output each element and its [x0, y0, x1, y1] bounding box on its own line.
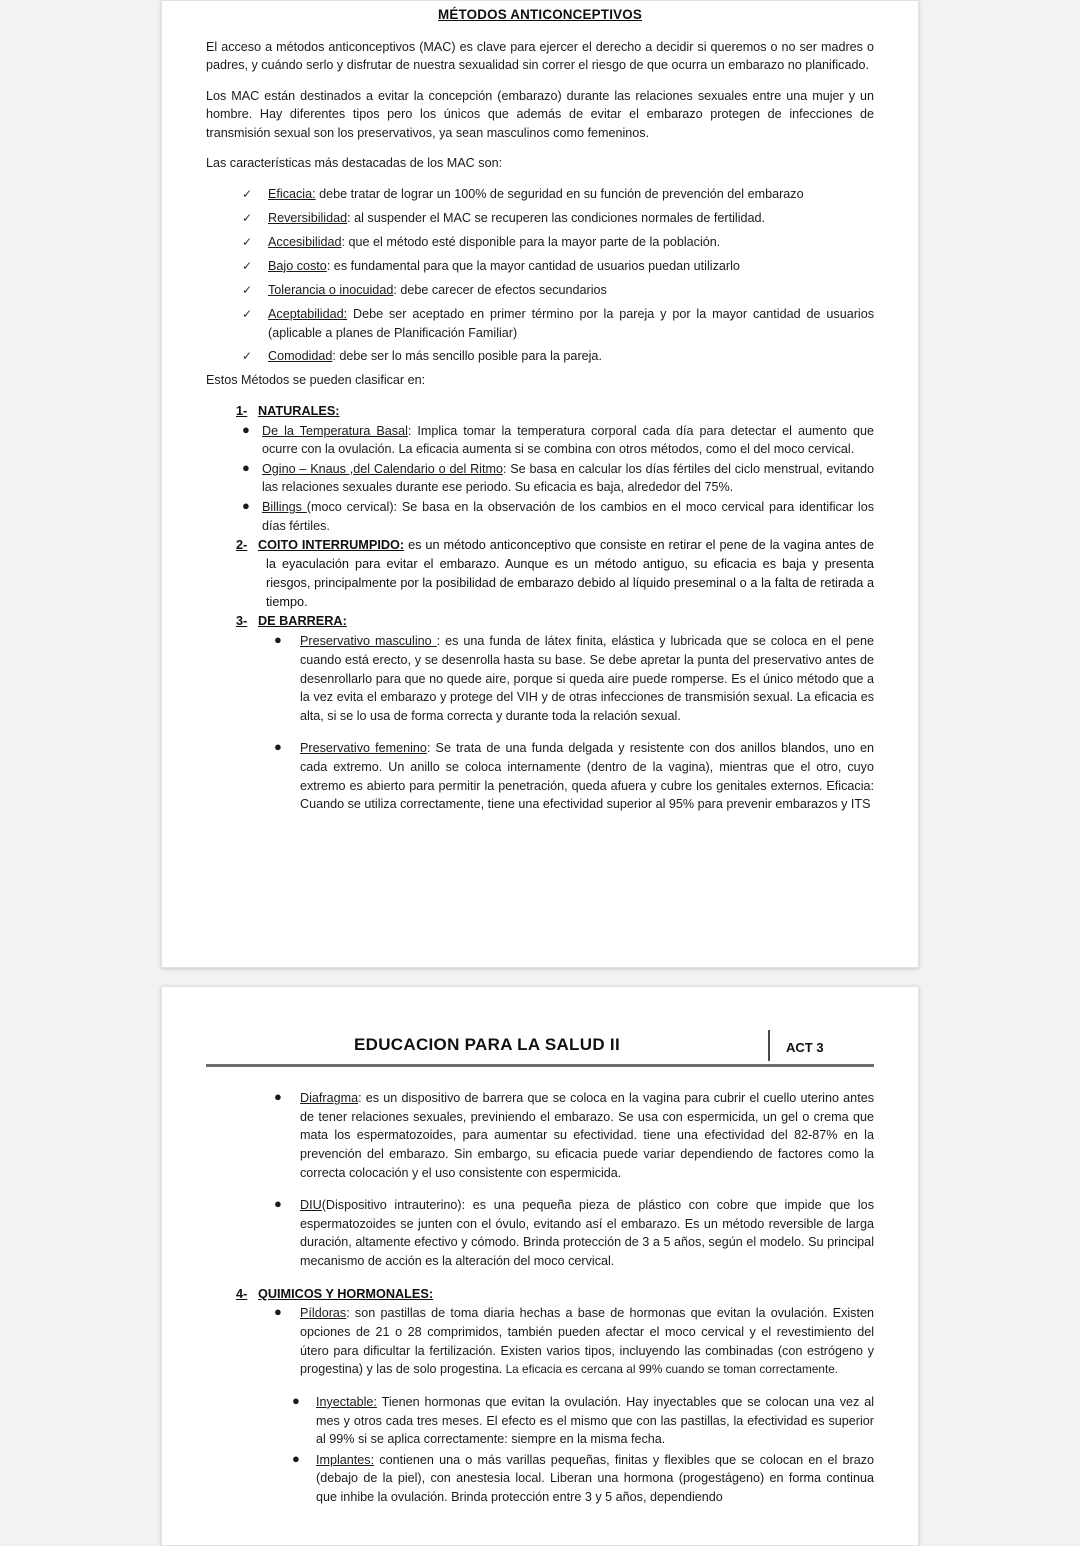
list-item — [240, 185, 874, 204]
method-text: : Se basa en calcular los días fértiles del ciclo menstrual, evitando las relaciones sexuales durante ese periodo. Su eficacia es baja, alrededor del 75%. — [262, 461, 874, 495]
list-item — [268, 1196, 874, 1271]
section-heading — [236, 1285, 874, 1304]
section-number: 4- — [236, 1286, 248, 1301]
list-item — [240, 257, 874, 276]
characteristic-term: Comodidad — [268, 349, 333, 364]
section-title: NATURALES: — [258, 403, 340, 418]
hormonal-sublist — [206, 1393, 874, 1507]
section-heading — [236, 536, 874, 611]
method-text: : son pastillas de toma diaria hechas a base de hormonas que evitan la ovulación. Existen opciones de 21 o 28 comprimidos, también pueden afectar el moco cervical y el revestimiento del útero para dificultar la fertilización. Existen varios tipos, incluyendo las combinadas (con estrógeno y progestina) y las de solo progestina. — [300, 1306, 874, 1377]
section-number: 1- — [236, 403, 248, 418]
list-item — [268, 739, 874, 814]
characteristic-text: debe tratar de lograr un 100% de seguridad en su función de prevención del embarazo — [315, 187, 804, 202]
section-number: 3- — [236, 614, 248, 629]
section-quimicos-hormonales — [206, 1285, 874, 1507]
method-text: Tienen hormonas que evitan la ovulación. Hay inyectables que se colocan una vez al mes y otros cada tres meses. El efecto es el mismo que con las pastillas, la efectividad es superior al 99% si se aplica correctamente: siempre en la misma fecha. — [316, 1394, 874, 1447]
section-heading — [236, 612, 874, 631]
characteristic-text: : es fundamental para que la mayor cantidad de usuarios puedan utilizarlo — [326, 258, 740, 273]
characteristic-term: Tolerancia o inocuidad — [268, 282, 394, 297]
list-item — [240, 209, 874, 228]
method-text: : es una funda de látex finita, elástica y lubricada que se coloca en el pene cuando está erecto, y se desenrolla hasta su base. Se debe apretar la punta del preservativo antes de desenrollarlo para que no quede aire, porque si queda aire puede romperse. Es el único método que a la vez evita el embarazo y protege del VIH y de otras infecciones de transmisión sexual. La eficacia es alta, si se lo usa de forma correcta y durante toda la relación sexual. — [300, 634, 875, 723]
page-title: MÉTODOS ANTICONCEPTIVOS — [438, 7, 642, 22]
bullet-icon: ● — [292, 1392, 300, 1408]
naturales-list — [206, 422, 874, 536]
check-icon: ✓ — [242, 282, 253, 297]
list-item — [268, 1089, 874, 1182]
check-icon: ✓ — [242, 306, 253, 321]
characteristic-term: Accesibilidad — [268, 235, 342, 250]
characteristics-list — [206, 185, 874, 366]
activity-label: ACT 3 — [768, 1030, 874, 1061]
check-icon: ✓ — [242, 258, 253, 273]
section-title: COITO INTERRUMPIDO: — [258, 538, 405, 553]
method-text: (Dispositivo intrauterino): es una pequeña pieza de plástico con cobre que impide que los espermatozoides se junten con el óvulo, evitando así el embarazo. Es un método reversible de larga duración, altamente efectivo y cómodo. Brinda protección de 3 a 5 años, según el modelo. Su principal mecanismo de acción es la alteración del moco cervical. — [300, 1198, 874, 1268]
method-text: contienen una o más varillas pequeñas, finitas y flexibles que se colocan en el brazo (debajo de la piel), con anestesia local. Liberan una hormona (progestágeno) en forma continua que inhibe la ovulación. Brinda protección entre 3 y 5 años, dependiendo — [316, 1452, 874, 1505]
method-text: (moco cervical): Se basa en la observación de los cambios en el moco cervical para identificar los días fértiles. — [262, 500, 874, 533]
method-term: Implantes: — [316, 1452, 375, 1467]
method-text: : Implica tomar la temperatura corporal cada día para detectar el aumento que ocurre con la ovulación. La eficacia aumenta si se combina con otros métodos, como el del moco cervical. — [262, 423, 874, 457]
check-icon: ✓ — [242, 235, 253, 250]
list-item — [240, 233, 874, 252]
section-number: 2- — [236, 538, 248, 553]
bullet-icon: ● — [242, 459, 250, 475]
method-term: Diafragma — [300, 1091, 359, 1105]
section-title: QUIMICOS Y HORMONALES: — [258, 1286, 434, 1301]
characteristic-text: : que el método esté disponible para la mayor parte de la población. — [341, 235, 721, 250]
characteristics-lead: Las características más destacadas de los MAC son: — [206, 155, 503, 170]
method-text: : es un dispositivo de barrera que se coloca en la vagina para cubrir el cuello uterino antes de tener relaciones sexuales, previniendo el embarazo. Se usa con espermicida, un gel o crema que mata los espermatozoides, para aumentar su efectividad. tiene una efectividad del 82-87% en la prevención del embarazo. Sin embargo, su eficacia puede variar dependiendo de factores como la correcta colocación y el uso consistente con espermicida. — [300, 1091, 874, 1180]
section-title: DE BARRERA: — [258, 614, 347, 629]
method-term: Píldoras — [300, 1306, 347, 1321]
characteristic-text: : debe ser lo más sencillo posible para la pareja. — [332, 349, 602, 364]
method-term: Preservativo masculino — [300, 634, 437, 649]
section-coito-interrumpido — [206, 536, 874, 611]
bullet-icon: ● — [274, 632, 282, 648]
characteristic-term: Eficacia: — [268, 187, 316, 202]
method-term: Billings — [262, 500, 307, 515]
characteristic-term: Aceptabilidad: — [268, 306, 348, 321]
characteristic-text: : al suspender el MAC se recuperen las condiciones normales de fertilidad. — [347, 211, 766, 226]
characteristic-term: Bajo costo — [268, 258, 327, 273]
list-item — [288, 1393, 874, 1449]
method-term: Preservativo femenino — [300, 741, 427, 756]
barrera-list-continued — [206, 1089, 874, 1271]
characteristic-text: : debe carecer de efectos secundarios — [393, 282, 607, 297]
bullet-icon: ● — [242, 421, 250, 437]
characteristic-term: Reversibilidad — [268, 211, 348, 226]
document-page-1 — [161, 0, 919, 968]
check-icon: ✓ — [242, 187, 253, 202]
bullet-icon: ● — [274, 1196, 282, 1212]
bullet-icon: ● — [274, 739, 282, 755]
list-item — [236, 498, 874, 535]
bullet-icon: ● — [274, 1304, 282, 1320]
section-heading — [236, 402, 874, 421]
check-icon: ✓ — [242, 349, 253, 364]
list-item — [236, 460, 874, 497]
method-term: Inyectable: — [316, 1394, 377, 1409]
list-item — [268, 632, 874, 725]
method-term: Ogino – Knaus ,del Calendario o del Ritmo — [262, 461, 503, 476]
bullet-icon: ● — [242, 498, 250, 514]
list-item — [268, 1304, 874, 1379]
section-de-barrera — [206, 612, 874, 813]
characteristic-text: Debe ser aceptado en primer término por la pareja y por la mayor cantidad de usuarios (aplicable a planes de Planificación Familiar) — [268, 306, 874, 340]
hormonal-list — [206, 1304, 874, 1379]
bullet-icon: ● — [274, 1089, 282, 1104]
list-item — [240, 305, 874, 343]
section-naturales — [206, 402, 874, 536]
barrera-list — [206, 632, 874, 814]
method-term: DIU — [300, 1198, 322, 1213]
course-title: EDUCACION PARA LA SALUD II — [354, 1035, 620, 1054]
method-text-tail: La eficacia es cercana al 99% cuando se toman correctamente. — [502, 1362, 839, 1377]
method-text: : Se trata de una funda delgada y resistente con dos anillos blandos, uno en cada extremo. Un anillo se coloca internamente (dentro de la vagina), mientras que el otro, cuyo extremo es abierto para permitir la penetración, queda afuera y cubre los genitales externos. Eficacia: Cuando se utiliza correctamente, tiene una efectividad superior al 95% para prevenir embarazos y ITS — [300, 741, 874, 812]
list-item — [236, 422, 874, 459]
method-term: De la Temperatura Basal — [262, 423, 408, 438]
page-header-table — [206, 1025, 874, 1067]
intro-paragraph-2: Los MAC están destinados a evitar la concepción (embarazo) durante las relaciones sexuales entre una mujer y un hombre. Hay diferentes tipos pero los únicos que además de evitar el embarazo protegen de infecciones de transmisión sexual son los preservativos, ya sean masculinos como femeninos. — [206, 88, 874, 140]
classification-lead: Estos Métodos se pueden clasificar en: — [206, 373, 426, 388]
list-item — [288, 1451, 874, 1507]
check-icon: ✓ — [242, 211, 253, 226]
section-body: es un método anticonceptivo que consiste en retirar el pene de la vagina antes de la eyaculación para evitar el embarazo. Aunque es un método antiguo, su eficacia es baja y presenta riesgos, principalmente por la posibilidad de embarazo debido al líquido preseminal o a la falta de retirada a tiempo. — [266, 538, 874, 609]
list-item — [240, 347, 874, 366]
intro-paragraph-1: El acceso a métodos anticonceptivos (MAC) es clave para ejercer el derecho a decidir si queremos o no ser madres o padres, y cuándo serlo y disfrutar de nuestra sexualidad sin correr el riesgo de que ocurra un embarazo no planificado. — [206, 40, 874, 73]
document-page-2 — [161, 986, 919, 1546]
list-item — [240, 281, 874, 300]
bullet-icon: ● — [292, 1450, 300, 1466]
